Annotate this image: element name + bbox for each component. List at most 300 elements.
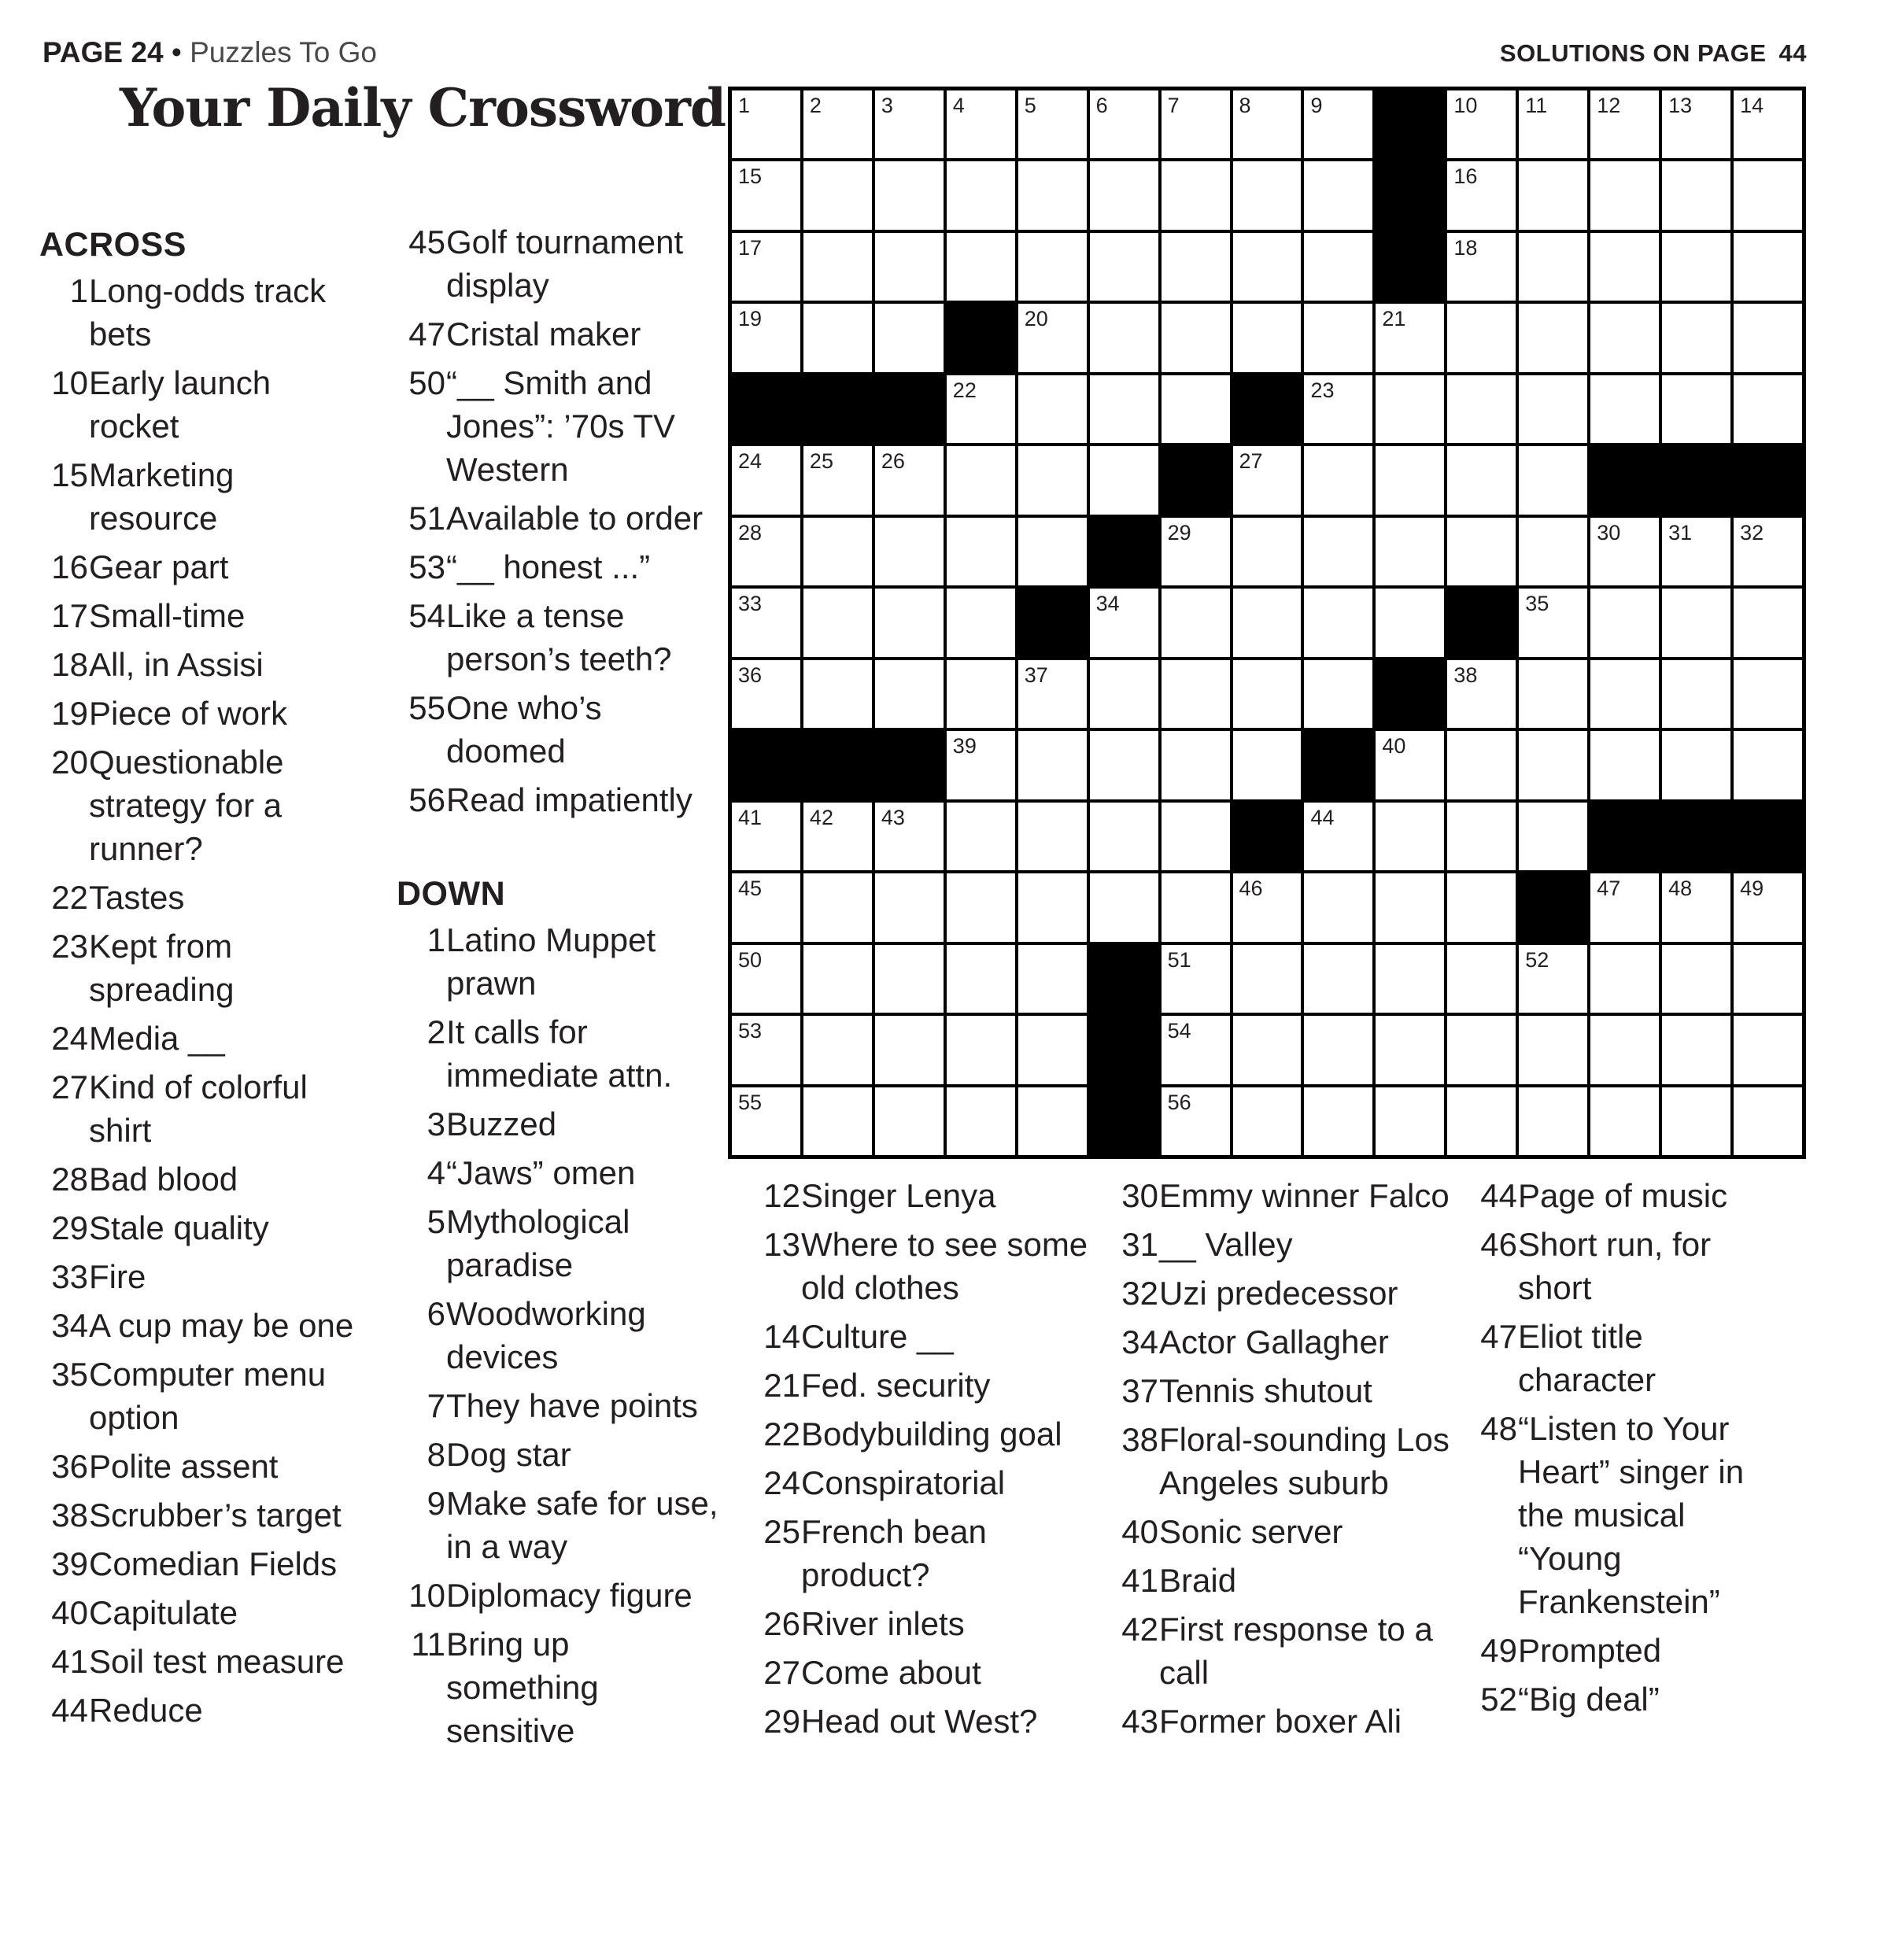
grid-cell[interactable] — [1662, 90, 1730, 158]
grid-cell[interactable] — [947, 945, 1015, 1013]
grid-cell[interactable] — [947, 375, 1015, 443]
clue-text: Early launch rocket — [89, 364, 271, 445]
grid-cell[interactable] — [1162, 90, 1230, 158]
grid-cell[interactable] — [1376, 446, 1444, 514]
clue-text: Bad blood — [89, 1161, 238, 1198]
grid-cell[interactable] — [732, 660, 800, 728]
grid-cell[interactable] — [875, 446, 944, 514]
grid-cell[interactable] — [1662, 1016, 1730, 1083]
across-clue — [39, 643, 370, 686]
grid-cell[interactable] — [1519, 945, 1587, 1013]
down-clue — [752, 1364, 1098, 1407]
clue-text: Available to order — [446, 500, 704, 537]
grid-cell[interactable] — [1590, 589, 1659, 656]
across-clue — [39, 1157, 370, 1201]
grid-cell[interactable] — [732, 945, 800, 1013]
grid-cell[interactable] — [1376, 304, 1444, 371]
grid-block — [947, 304, 1015, 371]
down-clue — [752, 1223, 1098, 1309]
page-title: Your Daily Crossword — [120, 77, 726, 138]
clue-number: 41 — [51, 1643, 88, 1680]
grid-cell[interactable] — [875, 660, 944, 728]
cell-number: 6 — [1095, 94, 1108, 117]
grid-cell[interactable] — [1018, 803, 1087, 870]
grid-cell[interactable] — [947, 873, 1015, 941]
grid-cell[interactable] — [732, 873, 800, 941]
grid-cell[interactable] — [1018, 1016, 1087, 1083]
cell-number: 13 — [1668, 94, 1693, 117]
clue-text: Dog star — [446, 1436, 571, 1473]
grid-cell[interactable] — [1519, 446, 1587, 514]
grid-cell[interactable] — [1304, 518, 1372, 585]
down-clue — [1110, 1607, 1456, 1694]
grid-cell[interactable] — [1162, 161, 1230, 229]
grid-cell[interactable] — [1734, 945, 1802, 1013]
grid-cell[interactable] — [1734, 660, 1802, 728]
grid-cell[interactable] — [803, 233, 872, 301]
grid-cell[interactable] — [732, 233, 800, 301]
grid-cell[interactable] — [1233, 518, 1302, 585]
grid-cell[interactable] — [1304, 660, 1372, 728]
solutions-note — [1291, 39, 1807, 68]
grid-cell[interactable] — [875, 589, 944, 656]
grid-cell[interactable] — [1447, 660, 1516, 728]
grid-cell[interactable] — [1304, 161, 1372, 229]
grid-cell[interactable] — [1162, 304, 1230, 371]
clue-text: Kept from spreading — [89, 928, 235, 1008]
grid-cell[interactable] — [732, 803, 800, 870]
clue-number: 6 — [427, 1295, 445, 1332]
grid-cell[interactable] — [947, 803, 1015, 870]
grid-cell[interactable] — [875, 803, 944, 870]
grid-cell[interactable] — [1519, 90, 1587, 158]
grid-cell[interactable] — [1662, 731, 1730, 799]
grid-cell[interactable] — [947, 731, 1015, 799]
grid-cell[interactable] — [1734, 304, 1802, 371]
clue-number: 30 — [1121, 1177, 1158, 1214]
cell-number: 30 — [1597, 520, 1621, 544]
clue-number: 18 — [51, 646, 88, 683]
cell-number: 50 — [738, 947, 763, 972]
grid-cell[interactable] — [1233, 1016, 1302, 1083]
grid-cell[interactable] — [1662, 161, 1730, 229]
clue-text: Like a tense person’s teeth? — [446, 597, 672, 677]
clue-number: 38 — [51, 1497, 88, 1534]
clue-text: Buzzed — [446, 1105, 557, 1142]
grid-cell[interactable] — [875, 945, 944, 1013]
grid-cell[interactable] — [1734, 518, 1802, 585]
grid-cell[interactable] — [1304, 589, 1372, 656]
grid-cell[interactable] — [1590, 1087, 1659, 1155]
grid-cell[interactable] — [803, 90, 872, 158]
grid-cell[interactable] — [1162, 233, 1230, 301]
grid-cell[interactable] — [875, 233, 944, 301]
clue-number: 45 — [408, 223, 445, 260]
grid-cell[interactable] — [1162, 518, 1230, 585]
grid-cell[interactable] — [1734, 873, 1802, 941]
grid-cell[interactable] — [1018, 375, 1087, 443]
clue-text: Fire — [89, 1258, 146, 1295]
down-clue — [1468, 1629, 1783, 1672]
grid-cell[interactable] — [1376, 589, 1444, 656]
across-clue — [39, 1206, 370, 1249]
clue-text: Diplomacy figure — [446, 1577, 693, 1614]
grid-cell[interactable] — [1018, 304, 1087, 371]
grid-cell[interactable] — [1590, 233, 1659, 301]
grid-cell[interactable] — [732, 90, 800, 158]
grid-cell[interactable] — [1304, 375, 1372, 443]
grid-block — [1233, 375, 1302, 443]
down-clue — [752, 1315, 1098, 1358]
grid-block — [803, 731, 872, 799]
grid-cell[interactable] — [1734, 161, 1802, 229]
cell-number: 28 — [738, 520, 763, 544]
grid-cell[interactable] — [1304, 873, 1372, 941]
grid-cell[interactable] — [947, 161, 1015, 229]
grid-cell[interactable] — [947, 1087, 1015, 1155]
grid-cell[interactable] — [1734, 1016, 1802, 1083]
grid-cell[interactable] — [1519, 589, 1587, 656]
grid-cell[interactable] — [1304, 90, 1372, 158]
grid-cell[interactable] — [1734, 589, 1802, 656]
grid-cell[interactable] — [1662, 873, 1730, 941]
grid-cell[interactable] — [1447, 945, 1516, 1013]
cell-number: 41 — [738, 805, 763, 829]
down-clue — [1468, 1407, 1783, 1623]
grid-cell[interactable] — [1162, 803, 1230, 870]
grid-cell[interactable] — [1162, 731, 1230, 799]
across-clue — [397, 220, 727, 307]
across-clue — [39, 740, 370, 870]
clue-text: Eliot title character — [1518, 1318, 1656, 1398]
grid-cell[interactable] — [1734, 375, 1802, 443]
across-clue — [39, 692, 370, 735]
grid-cell[interactable] — [1090, 873, 1158, 941]
clue-text: Long-odds track bets — [89, 272, 327, 353]
clue-text: It calls for immediate attn. — [446, 1013, 673, 1094]
clue-number: 29 — [763, 1703, 800, 1740]
grid-cell[interactable] — [875, 304, 944, 371]
grid-cell[interactable] — [803, 873, 872, 941]
grid-cell[interactable] — [1590, 1016, 1659, 1083]
grid-cell[interactable] — [1662, 233, 1730, 301]
grid-cell[interactable] — [947, 90, 1015, 158]
grid-cell[interactable] — [1376, 1016, 1444, 1083]
grid-cell[interactable] — [1447, 731, 1516, 799]
clue-text: Piece of work — [89, 695, 288, 732]
grid-cell[interactable] — [1447, 873, 1516, 941]
across-clue — [397, 496, 727, 540]
down-clue — [397, 1010, 727, 1097]
clue-number: 53 — [408, 548, 445, 585]
clue-text: Cristal maker — [446, 316, 641, 353]
grid-block — [1018, 589, 1087, 656]
across-clue — [397, 686, 727, 773]
cell-number: 49 — [1740, 877, 1764, 901]
down-clue — [1468, 1174, 1783, 1217]
grid-cell[interactable] — [1590, 731, 1659, 799]
grid-cell[interactable] — [1447, 233, 1516, 301]
grid-cell[interactable] — [1519, 1087, 1587, 1155]
grid-cell[interactable] — [1018, 161, 1087, 229]
grid-cell[interactable] — [1519, 375, 1587, 443]
grid-cell[interactable] — [1233, 660, 1302, 728]
grid-block — [1162, 446, 1230, 514]
across-clue — [39, 1591, 370, 1634]
grid-cell[interactable] — [1018, 90, 1087, 158]
grid-cell[interactable] — [1162, 1016, 1230, 1083]
grid-cell[interactable] — [1304, 1016, 1372, 1083]
clue-text: Bodybuilding goal — [801, 1416, 1062, 1452]
grid-cell[interactable] — [1018, 945, 1087, 1013]
grid-cell[interactable] — [1304, 803, 1372, 870]
grid-cell[interactable] — [1090, 90, 1158, 158]
grid-cell[interactable] — [803, 1087, 872, 1155]
grid-cell[interactable] — [1233, 731, 1302, 799]
clue-text: Soil test measure — [89, 1643, 345, 1680]
clue-number: 43 — [1121, 1703, 1158, 1740]
grid-cell[interactable] — [875, 873, 944, 941]
across-clue — [39, 453, 370, 540]
grid-cell[interactable] — [875, 1016, 944, 1083]
grid-cell[interactable] — [803, 1016, 872, 1083]
grid-cell[interactable] — [1090, 304, 1158, 371]
cell-number: 4 — [952, 94, 965, 117]
grid-cell[interactable] — [947, 518, 1015, 585]
grid-cell[interactable] — [1376, 518, 1444, 585]
cell-number: 37 — [1024, 663, 1048, 687]
cell-number: 55 — [738, 1090, 763, 1114]
grid-cell[interactable] — [1376, 945, 1444, 1013]
grid-cell[interactable] — [1519, 233, 1587, 301]
grid-cell[interactable] — [1590, 518, 1659, 585]
grid-cell[interactable] — [1662, 1087, 1730, 1155]
grid-cell[interactable] — [1662, 518, 1730, 585]
grid-cell[interactable] — [1447, 161, 1516, 229]
grid-cell[interactable] — [1662, 945, 1730, 1013]
down-clue — [752, 1412, 1098, 1456]
across-clue — [397, 545, 727, 589]
grid-cell[interactable] — [803, 660, 872, 728]
grid-cell[interactable] — [947, 446, 1015, 514]
grid-block — [1590, 446, 1659, 514]
clue-text: Scrubber’s target — [89, 1497, 342, 1534]
grid-cell[interactable] — [1590, 304, 1659, 371]
grid-cell[interactable] — [1447, 1087, 1516, 1155]
grid-cell[interactable] — [803, 518, 872, 585]
grid-cell[interactable] — [732, 161, 800, 229]
grid-cell[interactable] — [1590, 161, 1659, 229]
cell-number: 26 — [881, 449, 905, 474]
grid-cell[interactable] — [1447, 304, 1516, 371]
clue-number: 1 — [69, 272, 88, 309]
grid-cell[interactable] — [1090, 375, 1158, 443]
clue-text: Read impatiently — [446, 781, 693, 818]
grid-cell[interactable] — [1162, 873, 1230, 941]
grid-cell[interactable] — [803, 161, 872, 229]
grid-cell[interactable] — [1376, 375, 1444, 443]
grid-cell[interactable] — [1018, 660, 1087, 728]
cell-number: 54 — [1167, 1019, 1191, 1043]
grid-cell[interactable] — [1519, 1016, 1587, 1083]
clue-text: Stale quality — [89, 1209, 269, 1246]
clue-number: 25 — [763, 1513, 800, 1550]
across-clue — [39, 1640, 370, 1683]
grid-cell[interactable] — [1018, 873, 1087, 941]
down-clue — [1110, 1700, 1456, 1743]
grid-cell[interactable] — [1304, 1087, 1372, 1155]
grid-cell[interactable] — [1018, 446, 1087, 514]
grid-cell[interactable] — [1376, 1087, 1444, 1155]
grid-cell[interactable] — [1590, 90, 1659, 158]
across-clue — [39, 361, 370, 448]
clue-number: 47 — [408, 316, 445, 353]
down-clue — [752, 1461, 1098, 1504]
cell-number: 15 — [738, 164, 763, 189]
grid-cell[interactable] — [803, 304, 872, 371]
clue-text: Comedian Fields — [89, 1545, 338, 1582]
grid-cell[interactable] — [1090, 731, 1158, 799]
clue-number: 16 — [51, 548, 88, 585]
grid-cell[interactable] — [1662, 589, 1730, 656]
grid-cell[interactable] — [732, 1016, 800, 1083]
grid-cell[interactable] — [1233, 945, 1302, 1013]
clue-text: Sonic server — [1159, 1513, 1343, 1550]
grid-cell[interactable] — [1018, 1087, 1087, 1155]
grid-cell[interactable] — [1233, 161, 1302, 229]
grid-cell[interactable] — [1233, 1087, 1302, 1155]
grid-cell[interactable] — [1090, 660, 1158, 728]
down-clue — [1110, 1174, 1456, 1217]
cell-number: 31 — [1668, 520, 1693, 544]
grid-cell[interactable] — [1090, 803, 1158, 870]
grid-cell[interactable] — [1304, 304, 1372, 371]
grid-cell[interactable] — [947, 589, 1015, 656]
grid-cell[interactable] — [1519, 731, 1587, 799]
grid-cell[interactable] — [1233, 446, 1302, 514]
grid-cell[interactable] — [947, 1016, 1015, 1083]
clue-number: 55 — [408, 689, 445, 726]
cell-number: 39 — [952, 734, 977, 759]
cell-number: 2 — [809, 94, 822, 117]
clue-text: Mythological paradise — [446, 1203, 630, 1283]
grid-cell[interactable] — [1447, 1016, 1516, 1083]
grid-cell[interactable] — [1734, 233, 1802, 301]
grid-block — [1590, 803, 1659, 870]
grid-cell[interactable] — [875, 90, 944, 158]
grid-block — [1662, 446, 1730, 514]
grid-cell[interactable] — [1233, 304, 1302, 371]
grid-cell[interactable] — [1233, 873, 1302, 941]
grid-cell[interactable] — [1519, 803, 1587, 870]
clue-text: Emmy winner Falco — [1159, 1177, 1450, 1214]
grid-cell[interactable] — [732, 304, 800, 371]
grid-cell[interactable] — [1447, 90, 1516, 158]
grid-cell[interactable] — [732, 518, 800, 585]
grid-cell[interactable] — [803, 945, 872, 1013]
grid-block — [1447, 589, 1516, 656]
grid-cell[interactable] — [1090, 161, 1158, 229]
grid-cell[interactable] — [1519, 161, 1587, 229]
grid-cell[interactable] — [1519, 518, 1587, 585]
grid-cell[interactable] — [1590, 945, 1659, 1013]
cell-number: 11 — [1525, 94, 1548, 117]
grid-cell[interactable] — [1090, 233, 1158, 301]
grid-cell[interactable] — [1662, 375, 1730, 443]
grid-cell[interactable] — [875, 518, 944, 585]
grid-cell[interactable] — [1662, 660, 1730, 728]
grid-cell[interactable] — [1590, 375, 1659, 443]
grid-cell[interactable] — [1018, 731, 1087, 799]
grid-cell[interactable] — [1519, 304, 1587, 371]
down-clue — [1110, 1559, 1456, 1602]
grid-cell[interactable] — [1734, 90, 1802, 158]
grid-cell[interactable] — [1233, 233, 1302, 301]
grid-cell[interactable] — [732, 1087, 800, 1155]
grid-cell[interactable] — [875, 161, 944, 229]
grid-cell[interactable] — [1018, 233, 1087, 301]
grid-cell[interactable] — [1090, 446, 1158, 514]
grid-cell[interactable] — [1018, 518, 1087, 585]
grid-cell[interactable] — [1376, 731, 1444, 799]
across-clue — [397, 312, 727, 356]
clue-number: 32 — [1121, 1275, 1158, 1312]
grid-cell[interactable] — [1447, 803, 1516, 870]
grid-cell[interactable] — [1162, 660, 1230, 728]
grid-cell[interactable] — [1233, 90, 1302, 158]
grid-cell[interactable] — [1662, 304, 1730, 371]
grid-cell[interactable] — [1162, 589, 1230, 656]
clue-text: Head out West? — [801, 1703, 1038, 1740]
cell-number: 14 — [1740, 94, 1764, 117]
grid-cell[interactable] — [1090, 589, 1158, 656]
grid-cell[interactable] — [732, 446, 800, 514]
across-clue — [39, 1689, 370, 1732]
grid-cell[interactable] — [947, 660, 1015, 728]
grid-cell[interactable] — [1734, 731, 1802, 799]
down-clue — [397, 1151, 727, 1194]
grid-cell[interactable] — [1590, 660, 1659, 728]
grid-cell[interactable] — [1162, 375, 1230, 443]
grid-cell[interactable] — [803, 803, 872, 870]
down-heading: DOWN — [397, 875, 506, 913]
clue-number: 52 — [1480, 1681, 1517, 1718]
grid-cell[interactable] — [1233, 589, 1302, 656]
grid-cell[interactable] — [1162, 1087, 1230, 1155]
grid-cell[interactable] — [1519, 660, 1587, 728]
grid-cell[interactable] — [1304, 446, 1372, 514]
grid-cell[interactable] — [1376, 873, 1444, 941]
grid-cell[interactable] — [875, 1087, 944, 1155]
grid-cell[interactable] — [947, 233, 1015, 301]
grid-cell[interactable] — [1376, 803, 1444, 870]
grid-cell[interactable] — [1304, 945, 1372, 1013]
cell-number: 24 — [738, 449, 763, 474]
grid-cell[interactable] — [1447, 375, 1516, 443]
grid-cell[interactable] — [1734, 1087, 1802, 1155]
grid-cell[interactable] — [1304, 233, 1372, 301]
grid-cell[interactable] — [1447, 518, 1516, 585]
grid-cell[interactable] — [1162, 945, 1230, 1013]
clue-text: Former boxer Ali — [1159, 1703, 1402, 1740]
grid-cell[interactable] — [1590, 873, 1659, 941]
grid-cell[interactable] — [803, 446, 872, 514]
clue-text: Uzi predecessor — [1159, 1275, 1398, 1312]
grid-cell[interactable] — [803, 589, 872, 656]
grid-cell[interactable] — [732, 589, 800, 656]
grid-cell[interactable] — [1447, 446, 1516, 514]
cell-number: 47 — [1597, 877, 1621, 901]
